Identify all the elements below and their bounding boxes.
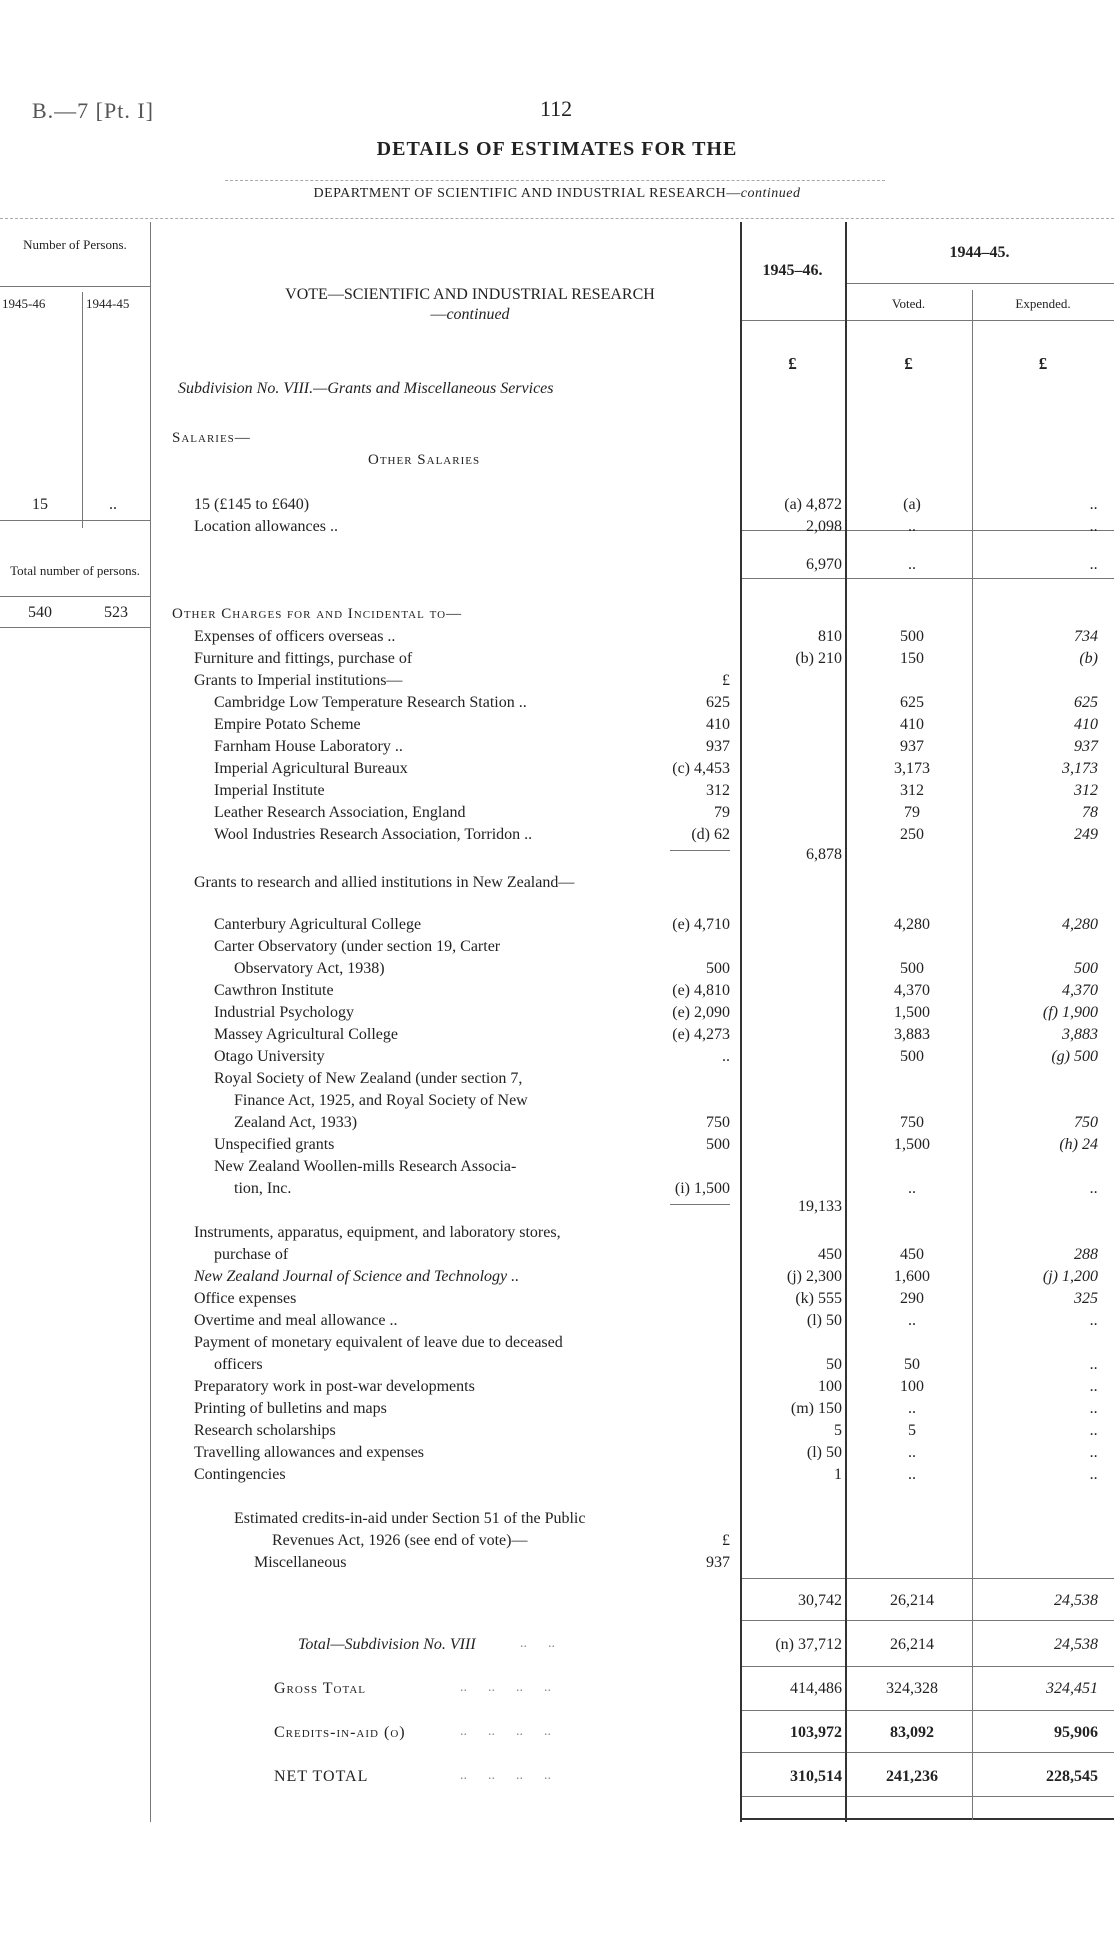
table-row: Industrial Psychology (e) 2,090 1,500 (f) 1,900 (214, 1004, 1098, 1021)
table-row: Instruments, apparatus, equipment, and laboratory stores, (194, 1224, 561, 1241)
table-row: Cawthron Institute (e) 4,810 4,370 4,370 (214, 982, 1098, 999)
page-subtitle: DEPARTMENT OF SCIENTIFIC AND INDUSTRIAL RESEARCH—continued (313, 186, 801, 201)
total-persons-1944: 523 (104, 604, 128, 621)
pound-sign-1945: £ (788, 354, 797, 373)
table-row: Observatory Act, 1938) 500 500 500 (234, 960, 1098, 977)
total-persons-label: Total number of persons. (10, 563, 140, 578)
pound-sign-voted: £ (904, 354, 913, 373)
column-expended: Expended. (1015, 296, 1071, 311)
table-row: Preparatory work in post-war developments 100 100 .. (194, 1378, 1098, 1395)
table-row: Canterbury Agricultural College (e) 4,710 4,280 4,280 (214, 916, 1098, 933)
table-row: Cambridge Low Temperature Research Station .. 625 625 625 (214, 694, 1098, 711)
total-subdivision-row: Total—Subdivision No. VIII (n) 37,712 26,214 24,538 (298, 1636, 1098, 1653)
leader-dots: .. .. (520, 1636, 555, 1651)
total-persons-1945: 540 (28, 604, 52, 621)
subtotal-row: 30,742 26,214 24,538 (798, 1592, 1098, 1609)
nz-grants-heading: Grants to research and allied institutions in New Zealand— (194, 874, 575, 891)
table-row: Location allowances .. 2,098 .. .. (194, 518, 1098, 535)
vote-heading: VOTE—SCIENTIFIC AND INDUSTRIAL RESEARCH—continued (285, 286, 655, 323)
gross-total-row: Gross Total 414,486 324,328 324,451 (274, 1680, 1098, 1697)
pound-sign-expended: £ (1038, 354, 1048, 373)
column-1944-45: 1944–45. (949, 244, 1010, 261)
table-row: Contingencies 1 .. .. (194, 1466, 1098, 1483)
table-row: Empire Potato Scheme 410 410 410 (214, 716, 1098, 733)
credits-note-line2: Revenues Act, 1926 (see end of vote)— (272, 1532, 528, 1549)
subdivision-heading: Subdivision No. VIII.—Grants and Miscellaneous Services (178, 380, 554, 397)
page-title: DETAILS OF ESTIMATES FOR THE (376, 138, 738, 160)
table-row: Travelling allowances and expenses (l) 50 .. .. (194, 1444, 1098, 1461)
leader-dots: .. .. .. .. (460, 1768, 551, 1783)
table-row: Unspecified grants 500 1,500 (h) 24 (214, 1136, 1098, 1153)
table-row: Wool Industries Research Association, Torridon .. (d) 62 250 249 (214, 826, 1098, 843)
salaries-heading: Salaries— (172, 430, 251, 446)
table-row: purchase of 450 450 288 (214, 1246, 1098, 1263)
table-row: Expenses of officers overseas .. 810 500 734 (194, 628, 1098, 645)
table-row: Carter Observatory (under section 19, Carter (214, 938, 501, 955)
table-row: Payment of monetary equivalent of leave due to deceased (194, 1334, 563, 1351)
other-salaries-heading: Other Salaries (368, 452, 481, 468)
table-row: Farnham House Laboratory .. 937 937 937 (214, 738, 1098, 755)
credits-note-line1: Estimated credits-in-aid under Section 51 of the Public (234, 1510, 586, 1527)
table-row: Office expenses (k) 555 290 325 (194, 1290, 1098, 1307)
persons-column-header: Number of Persons. (23, 237, 127, 252)
page-number: 112 (540, 96, 573, 121)
credits-misc-amount: 937 (706, 1554, 730, 1571)
table-row: New Zealand Woollen-mills Research Associa- (214, 1158, 517, 1175)
persons-year-1944: 1944-45 (86, 296, 130, 311)
table-row: Zealand Act, 1933) 750 750 750 (234, 1114, 1098, 1131)
column-1945-46: 1945–46. (762, 262, 823, 279)
table-row: New Zealand Journal of Science and Technology .. (j) 2,300 1,600 (j) 1,200 (194, 1268, 1098, 1285)
table-row: Grants to Imperial institutions— £ (194, 672, 730, 689)
column-voted: Voted. (891, 296, 926, 311)
table-row: tion, Inc. (i) 1,500 .. .. (234, 1180, 1098, 1197)
table-row: Printing of bulletins and maps (m) 150 .. .. (194, 1400, 1098, 1417)
nz-subtotal-row: 19,133 (798, 1198, 842, 1215)
other-charges-heading: Other Charges for and Incidental to— (172, 606, 463, 622)
table-row: Furniture and fittings, purchase of (b) 210 150 (b) (194, 650, 1098, 667)
page-reference: B.—7 [Pt. I] (32, 98, 154, 123)
table-row: Imperial Institute 312 312 312 (214, 782, 1098, 799)
leader-dots: .. .. .. .. (460, 1680, 551, 1695)
leader-dots: .. .. .. .. (460, 1724, 551, 1739)
credits-pound: £ (722, 1532, 730, 1549)
net-total-row: NET TOTAL 310,514 241,236 228,545 (274, 1768, 1098, 1785)
table-row: Research scholarships 5 5 .. (194, 1422, 1098, 1439)
table-row: Leather Research Association, England 79 79 78 (214, 804, 1098, 821)
credits-misc-label: Miscellaneous (254, 1554, 347, 1571)
table-row: 15 .. 15 (£145 to £640) (a) 4,872 (a) .. (32, 496, 1098, 513)
table-row: Royal Society of New Zealand (under section 7, (214, 1070, 523, 1087)
table-row: Imperial Agricultural Bureaux (c) 4,453 3,173 3,173 (214, 760, 1098, 777)
table-row: Overtime and meal allowance .. (l) 50 .. .. (194, 1312, 1098, 1329)
credits-in-aid-row: Credits-in-aid (o) 103,972 83,092 95,906 (274, 1724, 1098, 1741)
table-row: officers 50 50 .. (214, 1356, 1098, 1373)
imperial-subtotal-row: 6,878 (806, 846, 842, 863)
salaries-total-row: 6,970 .. .. (806, 556, 1098, 573)
table-row: Otago University .. 500 (g) 500 (214, 1048, 1098, 1065)
table-row: Massey Agricultural College (e) 4,273 3,883 3,883 (214, 1026, 1098, 1043)
table-row: Finance Act, 1925, and Royal Society of New (234, 1092, 528, 1109)
persons-year-1945: 1945-46 (2, 296, 46, 311)
